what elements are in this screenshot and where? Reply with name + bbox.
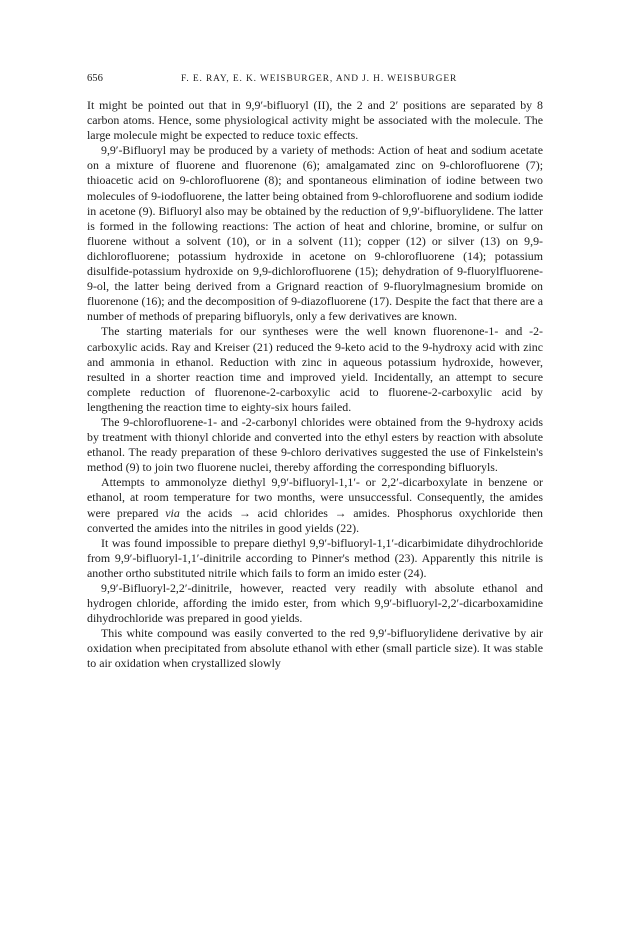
body-text [87,98,543,672]
paragraph-3: The starting materials for our syntheses were the well known fluorenone-1- and -2-carboxylic acids. Ray and Kreiser (21) reduced the 9-keto acid to the 9-hydroxy acid with zinc and ammonia in ethanol. Reduction with zinc in aqueous potassium hydroxide, however, resulted in a shorter reaction time and improved yield. Incidentally, an attempt to secure complete reduction of fluorenone-2-carboxylic acid to fluorene-2-carboxylic acid by lengthening the reaction time to eighty-six hours failed. [87,324,543,414]
running-head-authors: F. E. RAY, E. K. WEISBURGER, AND J. H. WEISBURGER [181,74,458,84]
page-number: 656 [87,73,103,84]
running-header [87,71,543,87]
italic-via: via [165,505,180,520]
paragraph-2: 9,9′-Bifluoryl may be produced by a variety of methods: Action of heat and sodium acetate on a mixture of fluorene and fluorenone (6); amalgamated zinc on 9-chlorofluorene (7); thioacetic acid on 9-chlorofluorene (8); and spontaneous elimination of iodine between two molecules of 9-iodofluorene, the latter being obtained from 9-chlorofluorene and sodium iodide in acetone (9). Bifluoryl also may be obtained by the reduction of 9,9′-bifluorylidene. The latter is formed in the following reactions: The action of heat and chlorine, bromine, or sulfur on fluorene without a solvent (10), or in a solvent (11); copper (12) or silver (13) on 9,9-dichlorofluorene; potassium hydroxide in acetone on 9-chlorofluorene (14); potassium disulfide-potassium hydroxide on 9,9-dichlorofluorene (15); dehydration of 9-fluorylfluorene-9-ol, the latter being derived from a Grignard reaction of 9-fluorylmagnesium bromide on fluorenone (16); and the decomposition of 9-diazofluorene (17). Despite the fact that there are a number of methods of preparing bifluoryls, only a few derivatives are known. [87,143,543,324]
paragraph-4: The 9-chlorofluorene-1- and -2-carbonyl chlorides were obtained from the 9-hydroxy acids by treatment with thionyl chloride and converted into the ethyl esters by reaction with absolute ethanol. The ready preparation of these 9-chloro derivatives suggested the use of Finkelstein's method (9) to join two fluorene nuclei, thereby affording the corresponding bifluoryls. [87,414,543,475]
paragraph-1: It might be pointed out that in 9,9′-bifluoryl (II), the 2 and 2′ positions are separated by 8 carbon atoms. Hence, some physiological activity might be associated with the molecule. The large molecule might be expected to reduce toxic effects. [87,98,543,143]
paragraph-6: It was found impossible to prepare diethyl 9,9′-bifluoryl-1,1′-dicarbimidate dihydrochloride from 9,9′-bifluoryl-1,1′-dinitrile according to Pinner's method (23). Apparently this nitrile is another ortho substituted nitrile which fails to form an imido ester (24). [87,535,543,580]
paragraph-7: 9,9′-Bifluoryl-2,2′-dinitrile, however, reacted very readily with absolute ethanol and hydrogen chloride, affording the imido ester, from which 9,9′-bifluoryl-2,2′-dicarboxamidine dihydrochloride was prepared in good yields. [87,581,543,626]
paragraph-5: Attempts to ammonolyze diethyl 9,9′-bifluoryl-1,1′- or 2,2′-dicarboxylate in benzene or ethanol, at room temperature for two months, were unsuccessful. Consequently, the amides were prepared via the acids → acid chlorides → amides. Phosphorus oxychloride then converted the amides into the nitriles in good yields (22). [87,475,543,535]
paragraph-8: This white compound was easily converted to the red 9,9′-bifluorylidene derivative by air oxidation when precipitated from absolute ethanol with ether (small particle size). It was stable to air oxidation when crystallized slowly [87,626,543,671]
